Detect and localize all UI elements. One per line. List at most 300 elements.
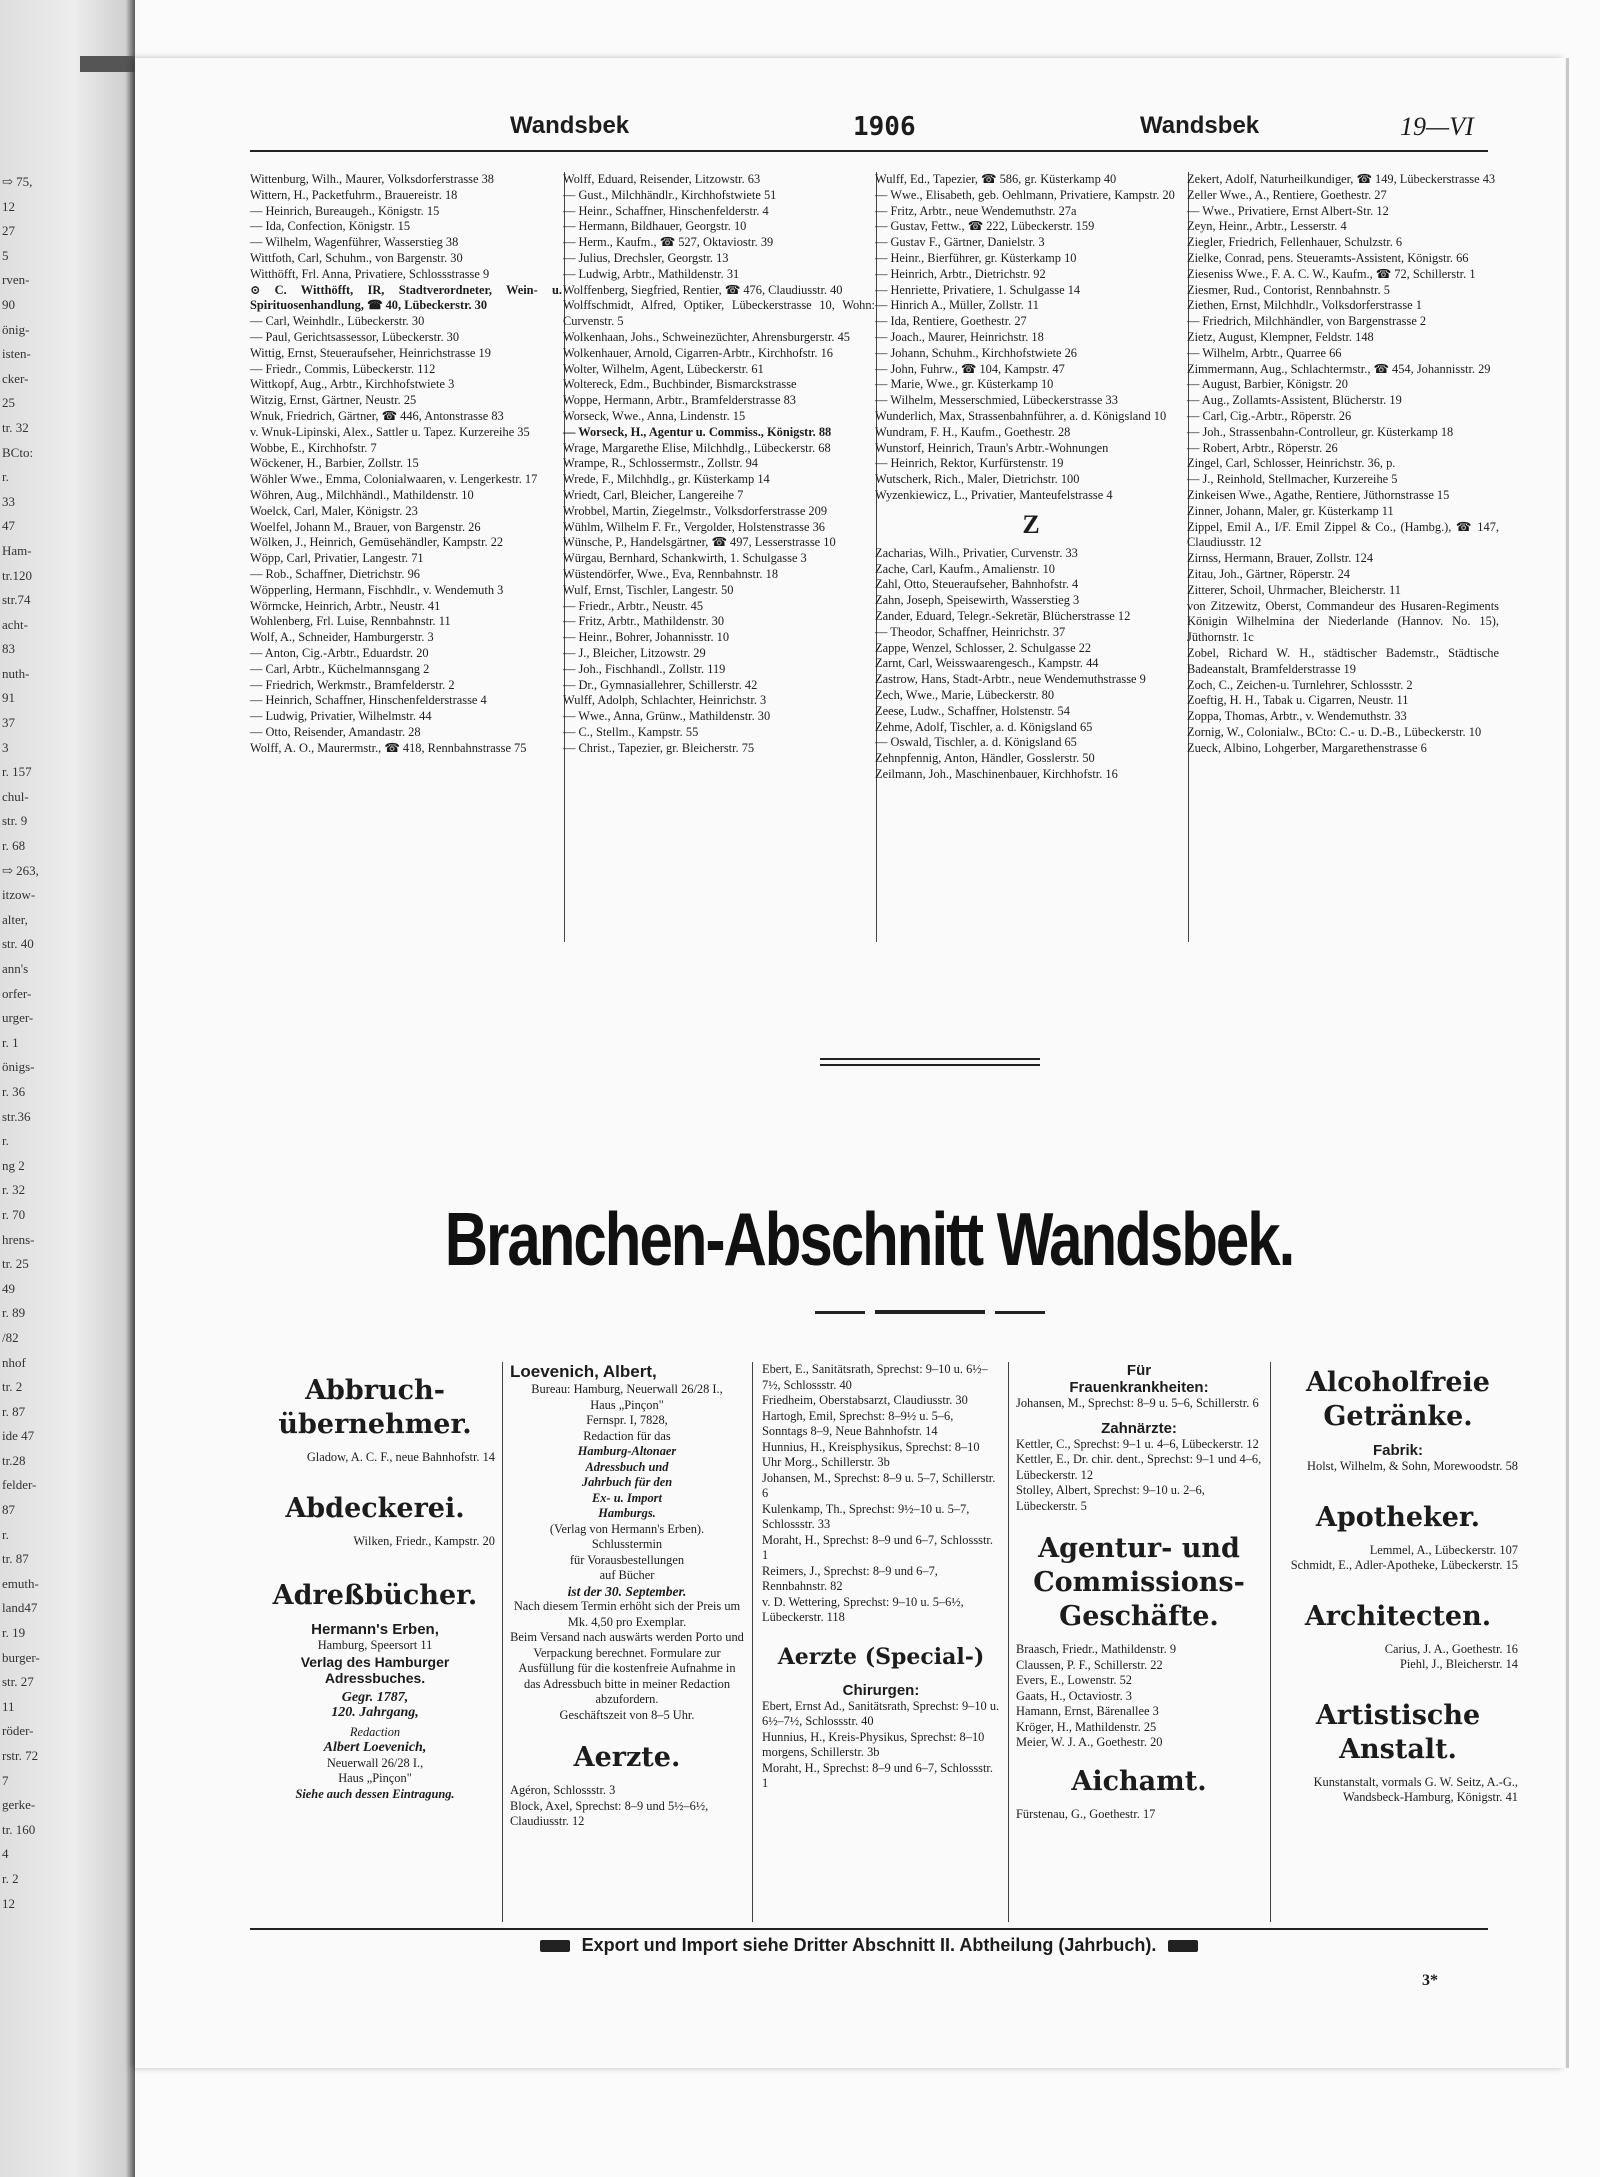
gutter-fragment: alter, [2,911,28,927]
volume: 120. Jahrgang, [331,1705,419,1720]
frauen-heading: Frauenkrankheiten: [1069,1379,1209,1396]
directory-entry: — Henriette, Privatiere, 1. Schulgasse 14 [875,282,1081,297]
branchen-rule [752,1362,753,1922]
gutter-fragment: 37 [2,715,15,731]
info-line: Redaction für das [583,1428,671,1443]
directory-entry: — Friedr., Arbtr., Neustr. 45 [563,598,704,613]
gutter-fragment: ann's [2,961,29,976]
footer-rule [250,1928,1488,1930]
entry: Claussen, P. F., Schillerstr. 22 [1016,1657,1163,1672]
section-divider [820,1058,1040,1060]
directory-entry: Wolkenhaan, Johs., Schweinezüchter, Ahrensburgerstr. 45 [563,329,850,344]
gutter-fragment: r. 36 [2,1083,26,1099]
directory-entry: Zahn, Joseph, Speisewirth, Wasserstieg 3 [875,593,1080,608]
directory-entry: — J., Reinhold, Stellmacher, Kurzereihe 5 [1187,472,1398,487]
entry: Wilken, Friedr., Kampstr. 20 [353,1533,495,1548]
directory-entry: Wöpperling, Hermann, Fischhdlr., v. Wendemuth 3 [250,582,504,597]
page-edge [1566,58,1569,2068]
entry: Block, Axel, Sprechst: 8–9 und 5½–6½, Claudiusstr. 12 [510,1798,709,1828]
directory-entry: Wörmcke, Heinrich, Arbtr., Neustr. 41 [250,598,441,613]
directory-entry: — Johann, Schuhm., Kirchhofstwiete 26 [875,345,1078,360]
publisher-address: Hamburg, Speersort 11 [317,1638,433,1652]
directory-entry: — Heinrich, Rektor, Kurfürstenstr. 19 [875,456,1064,471]
directory-entry: Zornig, W., Colonialw., BCto: C.- u. D.-B., Lübeckerstr. 10 [1187,724,1482,739]
directory-entry: — Carl, Weinhdlr., Lübeckerstr. 30 [250,314,425,329]
directory-entry: Zitau, Joh., Gärtner, Röperstr. 24 [1187,566,1350,581]
directory-entry: Witzig, Ernst, Gärtner, Neustr. 25 [250,393,417,408]
gutter-fragment: nuth- [2,665,30,681]
gutter-fragment: land47 [2,1600,38,1616]
directory-entry: Wöckener, H., Barbier, Zollstr. 15 [250,456,419,471]
directory-entry: — Wilhelm, Wagenführer, Wasserstieg 38 [250,235,459,250]
entry: v. D. Wettering, Sprechst: 9–10 u. 5–6½, Lübeckerstr. 118 [762,1594,964,1624]
directory-entry: — Heinr., Bierführer, gr. Küsterkamp 10 [875,250,1077,265]
footnote [250,1935,1488,1956]
directory-entry: Zieseniss Wwe., F. A. C. W., Kaufm., ☎ 72, Schillerstr. 1 [1187,266,1476,281]
category-abdeckerei: Abdeckerei. [285,1492,465,1524]
gutter-fragment: Ham- [2,542,32,558]
entry: Friedheim, Oberstabsarzt, Claudiusstr. 30 [762,1393,968,1407]
directory-entry: Wulff, Adolph, Schlachter, Heinrichstr. 3 [563,693,767,708]
directory-entry: Zingel, Carl, Schlosser, Heinrichstr. 36, p. [1187,456,1396,471]
directory-entry: Ziegler, Friedrich, Fellenhauer, Schulzstr. 6 [1187,235,1403,250]
directory-entry: — Wwe., Anna, Grünw., Mathildenstr. 30 [563,709,771,724]
gutter-fragment: ide 47 [2,1428,35,1444]
gutter-fragment: 47 [2,518,15,534]
gutter-fragment: chul- [2,788,29,804]
zahn-heading: Zahnärzte: [1101,1419,1177,1437]
directory-entry: Wobbe, E., Kirchhofstr. 7 [250,440,377,455]
directory-entry: Wolf, A., Schneider, Hamburgerstr. 3 [250,630,434,645]
info-line: Fernspr. I, 7828, [586,1413,668,1427]
entry: Fürstenau, G., Goethestr. 17 [1016,1806,1156,1821]
directory-entry: v. Wnuk-Lipinski, Alex., Sattler u. Tapez. Kurzereihe 35 [250,424,530,439]
branchen-rule [502,1362,503,1922]
editor-house: Haus „Pinçon" [338,1771,412,1785]
directory-entry: — Friedr., Commis, Lübeckerstr. 112 [250,361,436,376]
gutter-fragment: ng 2 [2,1157,25,1173]
gutter-fragment: r. [2,1526,9,1542]
directory-entry: von Zitzewitz, Oberst, Commandeur des Husaren-Regiments Königin Wilhelmina der Niederlande (Hannov. No. 15), Jüthornstr. 1c [1187,598,1499,645]
directory-entry: Wolffschmidt, Alfred, Optiker, Lübeckerstrasse 10, Wohn: Curvenstr. 5 [563,298,875,329]
publication-line: Hamburgs. [598,1506,656,1520]
entry: Johansen, M., Sprechst: 8–9 u. 5–6, Schillerstr. 6 [1016,1396,1259,1410]
category-aerzte: Aerzte. [573,1742,681,1773]
gutter-fragment: /82 [2,1329,19,1345]
directory-entry: Zueck, Albino, Lohgerber, Margarethenstrasse 6 [1187,740,1427,755]
directory-entry: Zietz, August, Klempner, Feldstr. 148 [1187,329,1374,344]
gutter-fragment: str. 27 [2,1674,34,1690]
category-abbruch: Abbruch-übernehmer. [278,1375,472,1440]
directory-entry: Woltereck, Edm., Buchbinder, Bismarckstrasse [563,377,797,392]
gutter-fragment: str. 9 [2,813,28,829]
directory-entry: Wittig, Ernst, Steueraufseher, Heinrichstrasse 19 [250,345,491,360]
entry: Kettler, C., Sprechst: 9–1 u. 4–6, Lübeckerstr. 12 [1016,1436,1259,1451]
gutter-fragment: önig- [2,321,30,337]
gutter-fragment: r. 70 [2,1206,26,1222]
directory-entry: Würgau, Bernhard, Schankwirth, 1. Schulgasse 3 [563,551,807,566]
entry: Moraht, H., Sprechst: 8–9 und 6–7, Schlossstr. 1 [762,1760,993,1790]
gutter-fragment: 91 [2,690,15,706]
branchen-column-2 [510,1362,744,1830]
gutter-fragment: 11 [2,1698,15,1714]
gutter-fragment: acht- [2,616,28,632]
gutter-fragment: r. [2,469,9,485]
branchen-rule [1008,1362,1009,1922]
directory-entry: Wulff, Ed., Tapezier, ☎ 586, gr. Küsterkamp 40 [875,172,1117,186]
directory-entry: — Heinr., Schaffner, Hinschenfelderstr. 4 [563,203,769,218]
see-also-note: Siehe auch dessen Eintragung. [295,1786,455,1801]
category-alcoholfrei: Alcoholfreie Getränke. [1305,1367,1490,1432]
directory-entry: Wöhler Wwe., Emma, Colonialwaaren, v. Lengerkestr. 17 [250,472,538,487]
info-line: Haus „Pinçon" [590,1397,664,1412]
editor-address: Neuerwall 26/28 I., [326,1755,424,1770]
directory-entry: Ziethen, Ernst, Milchhdlr., Volksdorferstrasse 1 [1187,298,1422,313]
directory-entry: Zoppa, Thomas, Arbtr., v. Wendemuthstr. 33 [1187,709,1407,724]
directory-entry: — Friedrich, Milchhändler, von Bargenstrasse 2 [1187,314,1427,329]
publication-line: Jahrbuch für den [581,1475,673,1489]
gutter-fragment: hrens- [2,1231,35,1247]
directory-entry: — Aug., Zollamts-Assistent, Blücherstr. 19 [1187,393,1402,408]
directory-entry: — Carl, Cig.-Arbtr., Röperstr. 26 [1187,408,1352,423]
directory-entry: Wöpp, Carl, Privatier, Langestr. 71 [250,551,424,566]
directory-entry: Woppe, Hermann, Arbtr., Bramfelderstrasse 83 [563,393,796,408]
directory-entry: — Joh., Strassenbahn-Controlleur, gr. Küsterkamp 18 [1187,424,1454,439]
gutter-fragment: r. 1 [2,1034,19,1050]
directory-entry: Zander, Eduard, Telegr.-Sekretär, Blücherstrasse 12 [875,608,1131,623]
publisher-verlag: Verlag des Hamburger Adressbuches. [300,1653,450,1686]
directory-entry: Zinner, Johann, Maler, gr. Küsterkamp 11 [1187,503,1394,518]
entry: Reimers, J., Sprechst: 8–9 und 6–7, Rennbahnstr. 82 [762,1563,938,1593]
category-agentur: Agentur- und Commissions-Geschäfte. [1033,1533,1245,1632]
directory-entry: Wunderlich, Max, Strassenbahnführer, a. d. Königsland 10 [875,408,1167,423]
directory-entry: — Dr., Gymnasiallehrer, Schillerstr. 42 [563,677,758,692]
directory-entry: — Wwe., Elisabeth, geb. Oehlmann, Privatiere, Kampstr. 20 [875,187,1175,202]
gutter-fragment: str.36 [2,1108,31,1124]
gutter-fragment: tr. 160 [2,1821,36,1837]
gutter-fragment: tr. 32 [2,419,29,435]
entry: Kunstanstalt, vormals G. W. Seitz, A.-G., Wandsbeck-Hamburg, Königstr. 41 [1313,1774,1518,1804]
gutter-fragment: rstr. 72 [2,1748,39,1763]
directory-entry: Zekert, Adolf, Naturheilkundiger, ☎ 149, Lübeckerstrasse 43 [1187,172,1496,186]
gutter-fragment: 27 [2,223,15,239]
founded: Gegr. 1787, [341,1689,409,1705]
directory-entry: Zeyn, Heinr., Arbtr., Lesserstr. 4 [1187,219,1347,234]
directory-entry: — Herm., Kaufm., ☎ 527, Oktaviostr. 39 [563,235,774,250]
branchen-column-3 [762,1362,1000,1792]
directory-entry: — Marie, Wwe., gr. Küsterkamp 10 [875,377,1054,392]
category-apotheker: Apotheker. [1315,1501,1481,1533]
entry: Gaats, H., Octaviostr. 3 [1016,1688,1132,1703]
entry: Meier, W. J. A., Goethestr. 20 [1016,1735,1163,1749]
publication-line: Adressbuch und [585,1459,669,1474]
gutter-fragment: tr. 87 [2,1551,29,1567]
section-divider [820,1064,1040,1066]
directory-entry: — Joach., Maurer, Heinrichstr. 18 [875,329,1044,344]
publisher-name: Hermann's Erben, [311,1621,439,1638]
info-line: (Verlag von Hermann's Erben). [549,1521,705,1536]
gutter-fragment: BCto: [2,444,34,460]
directory-entry: — Wwe., Privatiere, Ernst Albert-Str. 12 [1187,203,1389,218]
gutter-fragment: 49 [2,1280,15,1296]
directory-entry: — Worseck, H., Agentur u. Commiss., Königstr. 88 [563,424,832,439]
directory-entry: Zimmermann, Aug., Schlachtermstr., ☎ 454, Johannisstr. 29 [1187,361,1491,376]
directory-entry: — Heinrich, Schaffner, Hinschenfelderstrasse 4 [250,693,487,708]
branchen-column-5 [1278,1362,1518,1806]
category-aichamt: Aichamt. [1071,1765,1207,1797]
directory-entry: — John, Fuhrw., ☎ 104, Kampstr. 47 [875,361,1065,376]
directory-entry: — Julius, Drechsler, Georgstr. 13 [563,250,729,265]
directory-column-4 [1187,172,1499,756]
gutter-fragment: 4 [2,1846,9,1862]
directory-entry: Wunstorf, Heinrich, Traun's Arbtr.-Wohnungen [875,440,1109,455]
entry: Schmidt, E., Adler-Apotheke, Lübeckerstr. 15 [1290,1558,1518,1572]
branchen-column-4 [1016,1362,1262,1822]
category-artistische-anstalt: Artistische Anstalt. [1315,1699,1481,1765]
gutter-fragment: ⇨ 263, [2,862,39,878]
directory-entry: Worseck, Wwe., Anna, Lindenstr. 15 [563,408,746,423]
gutter-fragment: itzow- [2,887,36,903]
directory-entry: — Heinr., Bohrer, Johannisstr. 10 [563,630,730,645]
info-line: auf Bücher [599,1568,655,1582]
directory-entry: — Robert, Arbtr., Röperstr. 26 [1187,440,1338,455]
gutter-fragment: burger- [2,1649,40,1665]
spine-shadow [80,56,135,72]
gutter-fragment: tr.28 [2,1452,26,1468]
directory-entry: Wittern, H., Packetfuhrm., Brauereistr. 18 [250,187,458,202]
gutter-fragment: ⇨ 75, [2,174,33,189]
entry: Hunnius, H., Kreis-Physikus, Sprechst: 8–10 morgens, Schillerstr. 3b [762,1729,985,1759]
gutter-fragment: r. 32 [2,1182,26,1198]
gutter-fragment: rven- [2,272,30,288]
deadline: ist der 30. September. [567,1583,687,1599]
gutter-fragment: nhof [2,1354,26,1370]
entry: Ebert, Ernst Ad., Sanitätsrath, Sprechst: 9–10 u. 6½–7½, Schlossstr. 40 [762,1698,1000,1728]
category-architecten: Architecten. [1304,1600,1492,1632]
info-line: für Vorausbestellungen [569,1552,685,1567]
redaction-label: Redaction [349,1724,401,1739]
directory-entry: Zehme, Adolf, Tischler, a. d. Königsland 65 [875,719,1093,734]
directory-entry: Wittkopf, Aug., Arbtr., Kirchhofstwiete 3 [250,377,455,392]
entry: Ebert, E., Sanitätsrath, Sprechst: 9–10 u. 6½–7½, Schlossstr. 40 [762,1362,988,1392]
directory-entry: Zielke, Conrad, pens. Steueramts-Assistent, Königstr. 66 [1187,250,1469,265]
gutter-fragment: r. 2 [2,1870,19,1886]
fabrik-label: Fabrik: [1372,1442,1423,1459]
entry: Evers, E., Lowenstr. 52 [1016,1673,1132,1687]
entry: Stolley, Albert, Sprechst: 9–10 u. 2–6, Lübeckerstr. 5 [1016,1483,1205,1513]
gutter-fragment: emuth- [2,1575,39,1591]
directory-entry: — Heinrich, Bureaugeh., Königstr. 15 [250,203,440,218]
directory-entry: Zeese, Ludw., Schaffner, Holstenstr. 54 [875,703,1070,718]
directory-entry: — Fritz, Arbtr., Mathildenstr. 30 [563,614,725,629]
directory-entry: — Wilhelm, Messerschmied, Lübeckerstrasse 33 [875,393,1118,408]
directory-entry: Wüstendörfer, Wwe., Eva, Rennbahnstr. 18 [563,566,779,581]
directory-column-1 [250,172,562,756]
directory-entry: Zoeftig, H. H., Tabak u. Cigarren, Neustr. 11 [1187,693,1409,708]
publication-line: Hamburg-Altonaer [577,1444,677,1458]
gutter-fragment: 12 [2,1895,15,1911]
directory-entry: Zinkeisen Wwe., Agathe, Rentiere, Jüthornstrasse 15 [1187,487,1450,502]
directory-entry: Wrobbel, Martin, Ziegelmstr., Volksdorferstrasse 209 [563,503,828,518]
header-rule [250,150,1488,152]
directory-entry: — Friedrich, Werkmstr., Bramfelderstr. 2 [250,677,455,692]
gutter-fragment: röder- [2,1723,34,1739]
directory-entry: Zacharias, Wilh., Privatier, Curvenstr. 33 [875,545,1078,560]
running-head-left: Wandsbek [510,112,630,139]
directory-entry: Wrampe, R., Schlossermstr., Zollstr. 94 [563,456,758,471]
directory-entry: — Hinrich A., Müller, Zollstr. 11 [875,298,1039,313]
directory-entry: — Hermann, Bildhauer, Georgstr. 10 [563,219,747,234]
gutter-fragment: urger- [2,1010,34,1026]
gutter-fragment: tr. 2 [2,1379,23,1395]
directory-entry: — Ludwig, Privatier, Wilhelmstr. 44 [250,709,432,724]
entry: Kröger, H., Mathildenstr. 25 [1016,1719,1157,1734]
gutter-fragment: 87 [2,1502,15,1518]
directory-entry: Zahl, Otto, Steueraufseher, Bahnhofstr. 4 [875,577,1079,592]
section-title: Branchen-Abschnitt Wandsbek. [444,1197,1294,1282]
branchen-column-1 [255,1362,495,1802]
gutter-fragment: 5 [2,247,9,263]
directory-entry: Wundram, F. H., Kaufm., Goethestr. 28 [875,424,1071,439]
gutter-fragment: str. 40 [2,936,34,952]
directory-entry: Wohlenberg, Frl. Luise, Rennbahnstr. 11 [250,614,451,629]
gutter-fragment: 3 [2,739,9,755]
entry: Piehl, J., Bleicherstr. 14 [1399,1657,1518,1671]
gutter-fragment: 33 [2,493,15,509]
directory-entry: — Rob., Schaffner, Dietrichstr. 96 [250,566,420,581]
directory-entry: — August, Barbier, Königstr. 20 [1187,377,1348,392]
directory-entry: Zache, Carl, Kaufm., Amalienstr. 10 [875,561,1055,576]
gutter-fragment: r. 89 [2,1305,26,1321]
gutter-fragment: r. 157 [2,764,32,780]
directory-entry: Zeller Wwe., A., Rentiere, Goethestr. 27 [1187,187,1387,202]
entry: Kulenkamp, Th., Sprechst: 9½–10 u. 5–7, Schlossstr. 33 [762,1501,970,1531]
directory-entry: — Anton, Cig.-Arbtr., Eduardstr. 20 [250,645,429,660]
entry: Agéron, Schlossstr. 3 [510,1783,616,1797]
directory-entry: Wolter, Wilhelm, Agent, Lübeckerstr. 61 [563,361,764,376]
gutter-fragment: gerke- [2,1797,36,1813]
entry: Hamann, Ernst, Bärenallee 3 [1016,1704,1159,1718]
entry: Kettler, E., Dr. chir. dent., Sprechst: 9–1 und 4–6, Lübeckerstr. 12 [1016,1452,1262,1482]
directory-entry: Witthöfft, Frl. Anna, Privatiere, Schlossstrasse 9 [250,266,490,281]
entry: Carius, J. A., Goethestr. 16 [1384,1641,1518,1656]
directory-entry: — Ida, Rentiere, Goethestr. 27 [875,314,1027,329]
gutter-fragment: felder- [2,1477,37,1493]
directory-entry: Wittenburg, Wilh., Maurer, Volksdorferstrasse 38 [250,172,494,186]
directory-entry: — Carl, Arbtr., Küchelmannsgang 2 [250,661,430,676]
gutter-fragment: tr. 25 [2,1256,29,1272]
directory-entry: Wittfoth, Carl, Schuhm., von Bargenstr. 30 [250,250,463,265]
directory-entry: — J., Bleicher, Litzowstr. 29 [563,645,706,660]
directory-entry: Zarnt, Carl, Weisswaarengesch., Kampstr. 44 [875,656,1099,671]
gutter-fragment: cker- [2,370,29,386]
directory-entry: — Gust., Milchhändlr., Kirchhofstwiete 51 [563,187,777,202]
info-line: Geschäftszeit von 8–5 Uhr. [559,1707,695,1722]
directory-entry: Ziesmer, Rud., Contorist, Rennbahnstr. 5 [1187,282,1390,297]
gutter-fragment: 7 [2,1772,9,1788]
directory-entry: — Otto, Reisender, Amandastr. 28 [250,724,421,739]
fuer-label: Für [1126,1362,1152,1379]
directory-entry: — Ludwig, Arbtr., Mathildenstr. 31 [563,266,740,281]
directory-entry: Wrede, F., Milchhdlg., gr. Küsterkamp 14 [563,472,770,487]
entry: Lemmel, A., Lübeckerstr. 107 [1369,1542,1518,1557]
title-ornament [815,1311,1045,1314]
directory-entry: — Fritz, Arbtr., neue Wendemuthstr. 27a [875,203,1077,218]
directory-entry: — Christ., Tapezier, gr. Bleicherstr. 75 [563,740,755,755]
gutter-fragment: r. 68 [2,838,26,854]
editor-name: Albert Loevenich, [323,1740,427,1755]
directory-entry: Zappe, Wenzel, Schlosser, 2. Schulgasse 22 [875,640,1092,655]
directory-entry: Wolffenberg, Siegfried, Rentier, ☎ 476, Claudiusstr. 40 [563,282,843,297]
directory-entry: Zobel, Richard W. H., städtischer Bademstr., Städtische Badeanstalt, Bramfelderstrasse 19 [1187,645,1499,676]
directory-entry: — Paul, Gerichtsassessor, Lübeckerstr. 30 [250,329,460,344]
directory-column-3 [875,172,1187,783]
directory-entry: Wrage, Margarethe Elise, Milchhdlg., Lübeckerstr. 68 [563,440,831,455]
gutter-fragment: 25 [2,395,15,411]
letter-heading: Z [1022,509,1040,539]
directory-entry: — Joh., Fischhandl., Zollstr. 119 [563,661,726,676]
directory-entry: Wnuk, Friedrich, Gärtner, ☎ 446, Antonstrasse 83 [250,408,504,423]
directory-entry: Woelck, Carl, Maler, Königstr. 23 [250,503,418,518]
category-adressbuecher: Adreßbücher. [272,1580,478,1611]
directory-entry: Wyzenkiewicz, L., Privatier, Manteufelstrasse 4 [875,487,1113,502]
category-aerzte-special: Aerzte (Special-) [777,1643,985,1670]
entry: Gladow, A. C. F., neue Bahnhofstr. 14 [306,1450,495,1464]
directory-entry: Zehnpfennig, Anton, Händler, Gosslerstr. 50 [875,751,1095,766]
info-line: Nach diesem Termin erhöht sich der Preis um Mk. 4,50 pro Exemplar. [513,1599,741,1629]
directory-entry: Wühlm, Wilhelm F. Fr., Vergolder, Holstenstrasse 36 [563,519,825,534]
facing-page-fragments [2,170,122,1916]
directory-entry: — Gustav, Fettw., ☎ 222, Lübeckerstr. 159 [875,219,1095,234]
directory-entry: Wutscherk, Rich., Maler, Dietrichstr. 100 [875,472,1080,487]
gutter-fragment: r. 19 [2,1625,26,1641]
publication-line: Ex- u. Import [592,1490,662,1505]
directory-entry: Zech, Wwe., Marie, Lübeckerstr. 80 [875,687,1055,702]
directory-entry: Wölken, J., Heinrich, Gemüsehändler, Kampstr. 22 [250,535,504,550]
directory-entry: — Gustav F., Gärtner, Danielstr. 3 [875,235,1045,250]
directory-entry: Zastrow, Hans, Stadt-Arbtr., neue Wendemuthstrasse 9 [875,672,1146,687]
running-head-right: Wandsbek [1140,112,1260,139]
info-line: Beim Versand nach auswärts werden Porto und Verpackung berechnet. Formulare zur Ausfüllung für die kostenfreie Aufnahme in das Adressbuch bitte in meiner Redaction abzufordern. [510,1630,744,1706]
chirurgen-heading: Chirurgen: [842,1681,920,1699]
entry: Johansen, M., Sprechst: 8–9 u. 5–7, Schillerstr. 6 [762,1470,996,1500]
directory-entry: — Ida, Confection, Königstr. 15 [250,219,411,234]
directory-entry: Zippel, Emil A., I/F. Emil Zippel & Co., (Hambg.), ☎ 147, Claudiusstr. 12 [1187,519,1499,550]
running-head-year: 1906 [853,112,916,142]
gutter-fragment: 83 [2,641,15,657]
signature-mark: 3* [1422,1972,1438,1989]
directory-entry: Wulf, Ernst, Tischler, Langestr. 50 [563,582,734,597]
directory-entry: Zirnss, Hermann, Brauer, Zollstr. 124 [1187,551,1374,566]
gutter-fragment: 12 [2,198,15,214]
pointing-hand-icon [1168,1940,1198,1952]
gutter-fragment: isten- [2,346,31,362]
gutter-fragment: önigs- [2,1059,35,1075]
entry: Moraht, H., Sprechst: 8–9 und 6–7, Schlossstr. 1 [762,1532,993,1562]
directory-entry: Wolkenhauer, Arnold, Cigarren-Arbtr., Kirchhofstr. 16 [563,345,834,360]
directory-entry: Wünsche, P., Handelsgärtner, ☎ 497, Lesserstrasse 10 [563,535,836,550]
directory-entry: Wolff, Eduard, Reisender, Litzowstr. 63 [563,172,761,186]
info-line: Schlusstermin [591,1537,663,1551]
directory-entry: Zitterer, Schoil, Uhrmacher, Bleicherstr. 11 [1187,582,1401,597]
entry: Hunnius, H., Kreisphysikus, Sprechst: 8–10 Uhr Morg., Schillerstr. 3b [762,1439,980,1469]
directory-entry: — Oswald, Tischler, a. d. Königsland 65 [875,735,1077,750]
directory-entry: Zoch, C., Zeichen-u. Turnlehrer, Schlossstr. 2 [1187,677,1413,692]
entry: Hartogh, Emil, Sprechst: 8–9½ u. 5–6, Sonntags 8–9, Neue Bahnhofstr. 14 [762,1408,954,1438]
directory-column-2 [563,172,875,756]
directory-entry: Wolff, A. O., Maurermstr., ☎ 418, Rennbahnstrasse 75 [250,740,527,755]
directory-entry: Wriedt, Carl, Bleicher, Langereihe 7 [563,487,744,502]
